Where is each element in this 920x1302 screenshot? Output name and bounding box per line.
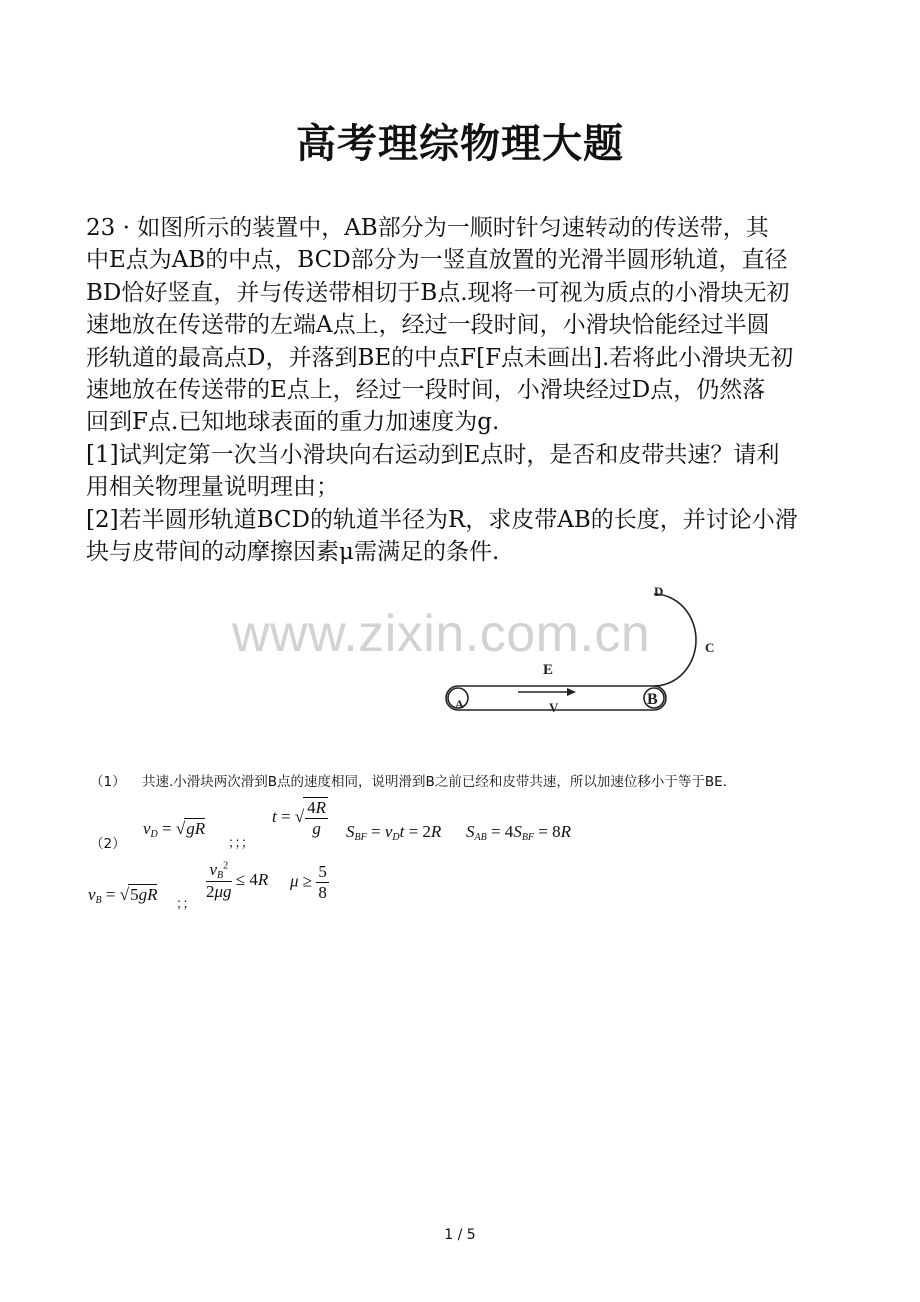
semicircle-track [654, 594, 696, 686]
problem-line: [2]若半圆形轨道BCD的轨道半径为R，求皮带AB的长度，并讨论小滑 [86, 506, 798, 533]
answer-1-text: 共速.小滑块两次滑到B点的速度相同，说明滑到B之前已经和皮带共速，所以加速位移小于等于BE. [142, 774, 727, 790]
separator-semicolons: ；；； [228, 836, 255, 851]
separator-semicolons: ；； [176, 897, 196, 912]
formula-vd: $v_D = √gR$ [143, 819, 206, 840]
problem-line: 23 · 如图所示的装置中，AB部分为一顺时针匀速转动的传送带，其 [86, 215, 769, 241]
formula-inequality-distance: $\frac{v_B^2}{2\mu g}$ ≤ 4R [206, 860, 269, 901]
problem-line: [1]试判定第一次当小滑块向右运动到E点时，是否和皮带共速？请利 [86, 441, 780, 468]
problem-line: 形轨道的最高点D，并落到BE的中点F[F点未画出].若将此小滑块无初 [86, 344, 794, 371]
answer-2-number: （2） [90, 836, 126, 852]
velocity-arrow [518, 688, 576, 696]
watermark: www.zixin.com.cn [232, 605, 651, 663]
conveyor-diagram [430, 576, 730, 726]
page-number: 1 / 5 [444, 1227, 476, 1243]
label-d: D [654, 584, 664, 599]
problem-line: 块与皮带间的动摩擦因素μ需满足的条件. [86, 538, 500, 565]
problem-line: 回到F点.已知地球表面的重力加速度为g. [86, 409, 500, 436]
page-title: 高考理综物理大题 [296, 120, 624, 167]
problem-line: 速地放在传送带的左端A点上，经过一段时间，小滑块恰能经过半圆 [86, 312, 770, 339]
label-e: E [543, 662, 554, 678]
answer-1-number: （1） [90, 774, 126, 790]
problem-line: 速地放在传送带的E点上，经过一段时间，小滑块经过D点，仍然落 [86, 376, 766, 403]
formula-t: t = √ $\frac{4R}{g}$ [272, 798, 327, 838]
problem-line: 用相关物理量说明理由； [86, 474, 339, 501]
label-c: C [705, 640, 715, 655]
label-a: A [455, 697, 464, 711]
formula-vb: $v_B = √5gR$ [88, 885, 158, 906]
label-b: B [647, 691, 658, 708]
formula-sab: $S_{AB} = 4S_{BF} = 8R$ [466, 822, 572, 843]
formula-mu: μ ≥ $\frac{5}{8}$ [290, 862, 327, 902]
formula-sbf: $S_{BF} = v_Dt = 2R$ [346, 822, 442, 843]
label-v: V [549, 700, 559, 715]
problem-text [86, 212, 846, 568]
answer-1 [90, 770, 727, 790]
problem-line: BD恰好竖直，并与传送带相切于B点.现将一可视为质点的小滑块无初 [86, 279, 790, 306]
problem-line: 中E点为AB的中点，BCD部分为一竖直放置的光滑半圆形轨道，直径 [86, 247, 788, 274]
